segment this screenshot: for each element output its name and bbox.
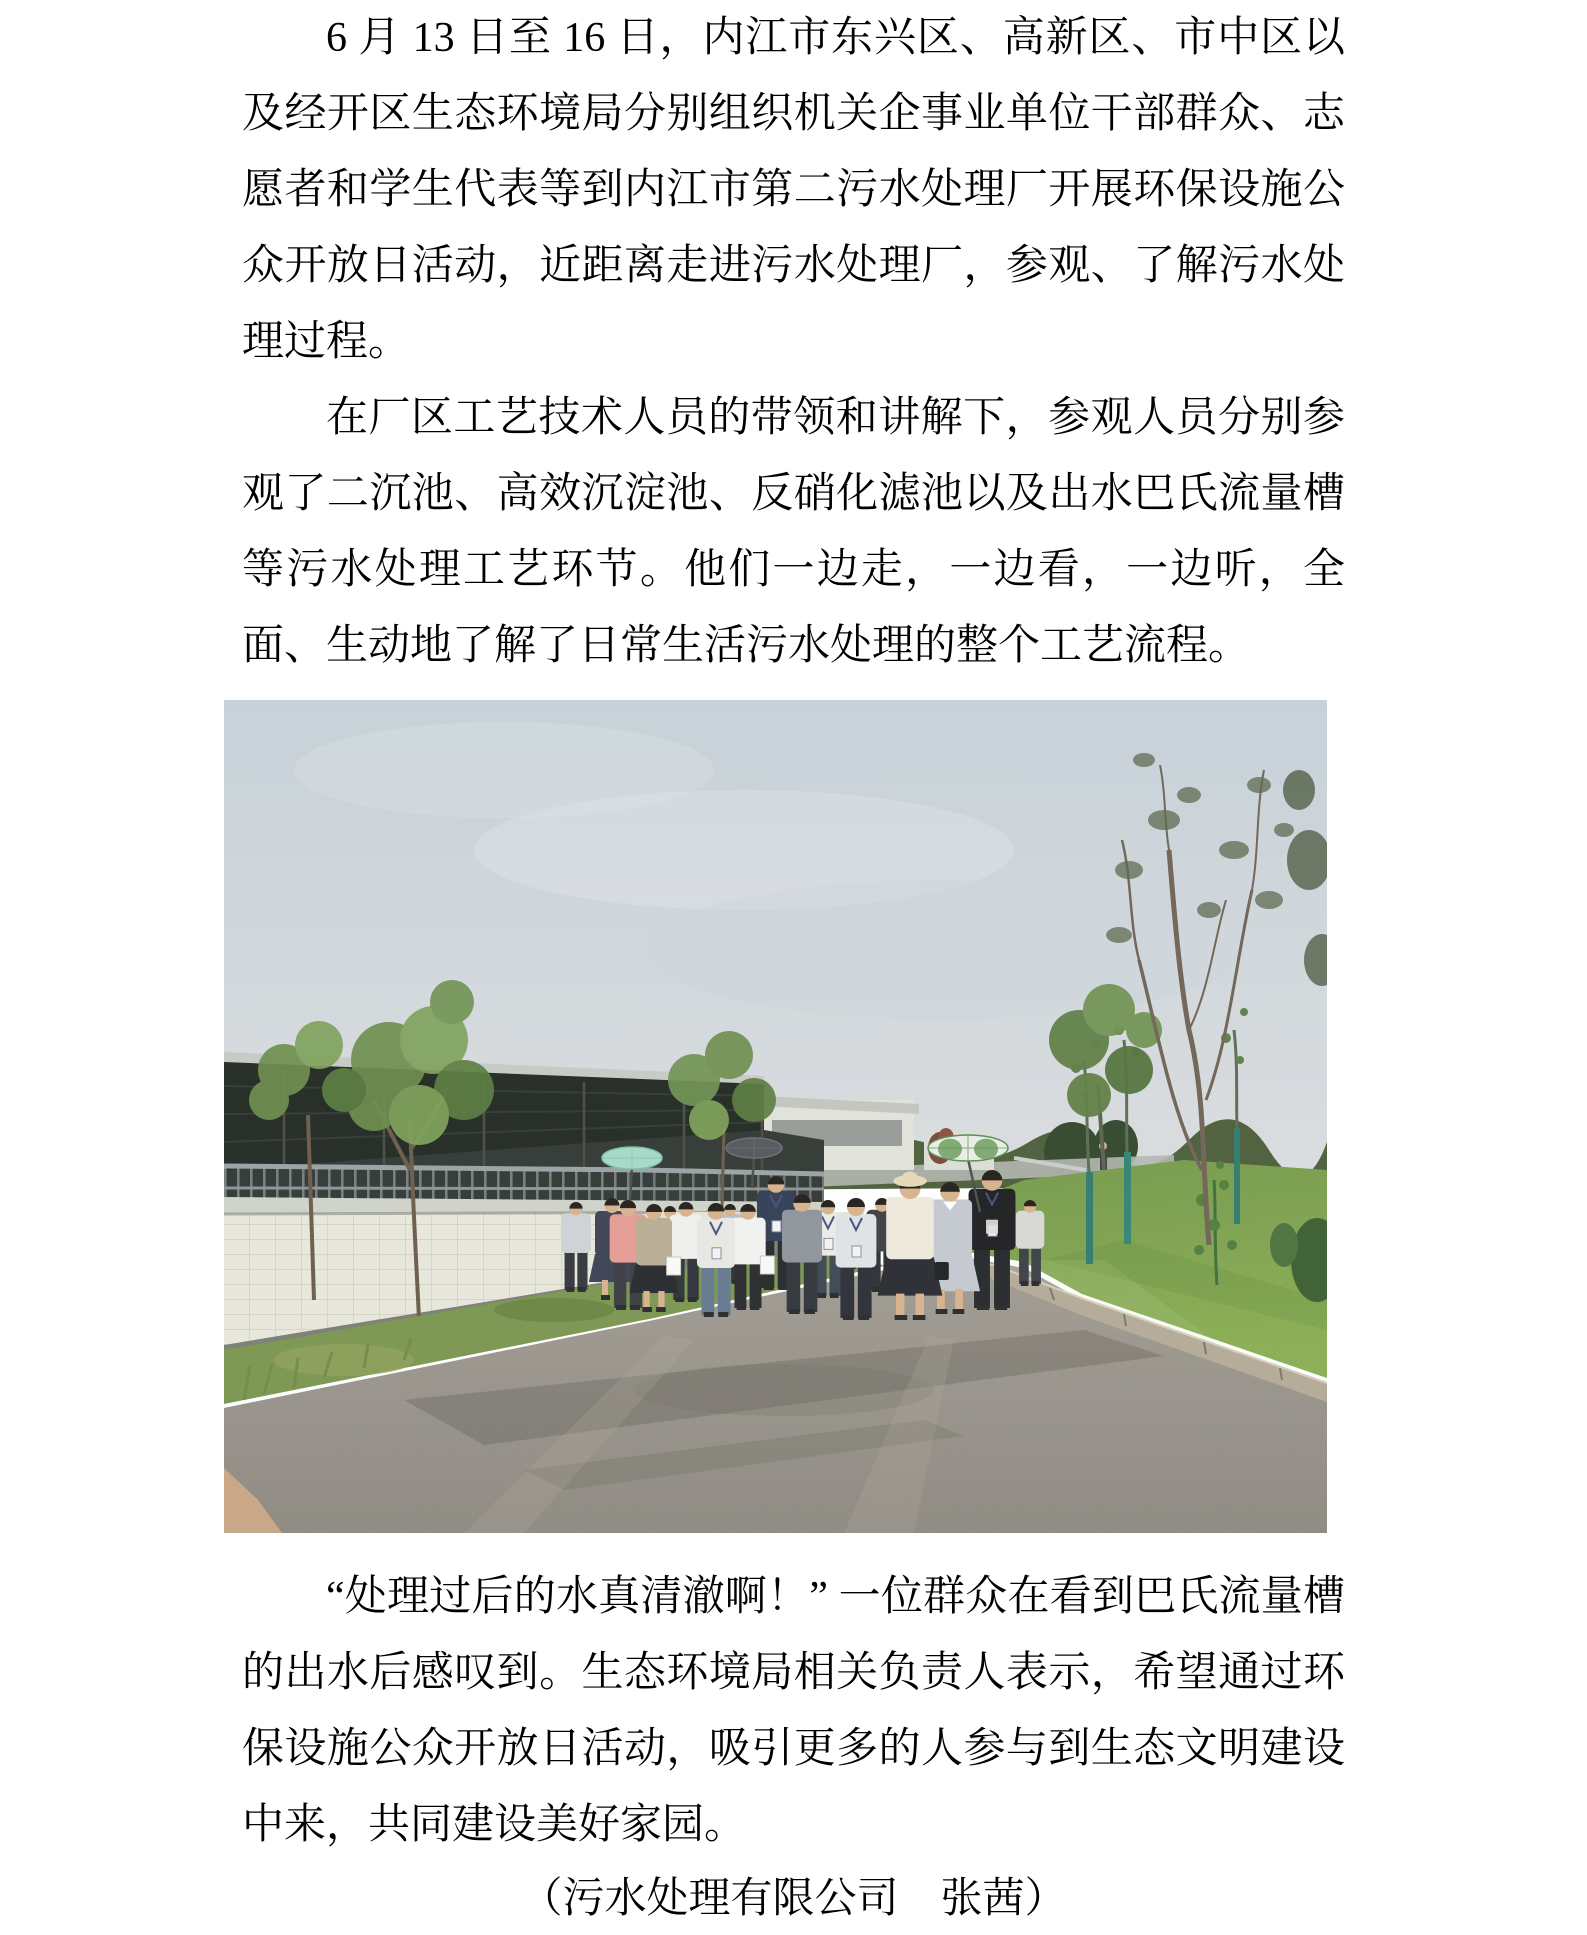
article-photo xyxy=(224,700,1327,1533)
signature-line: （污水处理有限公司 张茜） xyxy=(520,1876,1067,1922)
paragraph-3: “处理过后的水真清澈啊！” 一位群众在看到巴氏流量槽的出水后感叹到。生态环境局相关负责人表示，希望通过环保设施公众开放日活动，吸引更多的人参与到生态文明建设中来，共同建设美好家园。 xyxy=(242,1574,1345,1848)
paragraph-2: 在厂区工艺技术人员的带领和讲解下，参观人员分别参观了二沉池、高效沉淀池、反硝化滤池以及出水巴氏流量槽等污水处理工艺环节。他们一边走，一边看，一边听，全面、生动地了解了日常生活污水处理的整个工艺流程。 xyxy=(242,395,1345,669)
paragraph-1: 6 月 13 日至 16 日，内江市东兴区、高新区、市中区以及经开区生态环境局分别组织机关企事业单位干部群众、志愿者和学生代表等到内江市第二污水处理厂开展环保设施公众开放日活动，近距离走进污水处理厂，参观、了解污水处理过程。 xyxy=(242,15,1345,365)
photo-illustration xyxy=(224,700,1327,1533)
haze-overlay xyxy=(224,700,1327,1533)
